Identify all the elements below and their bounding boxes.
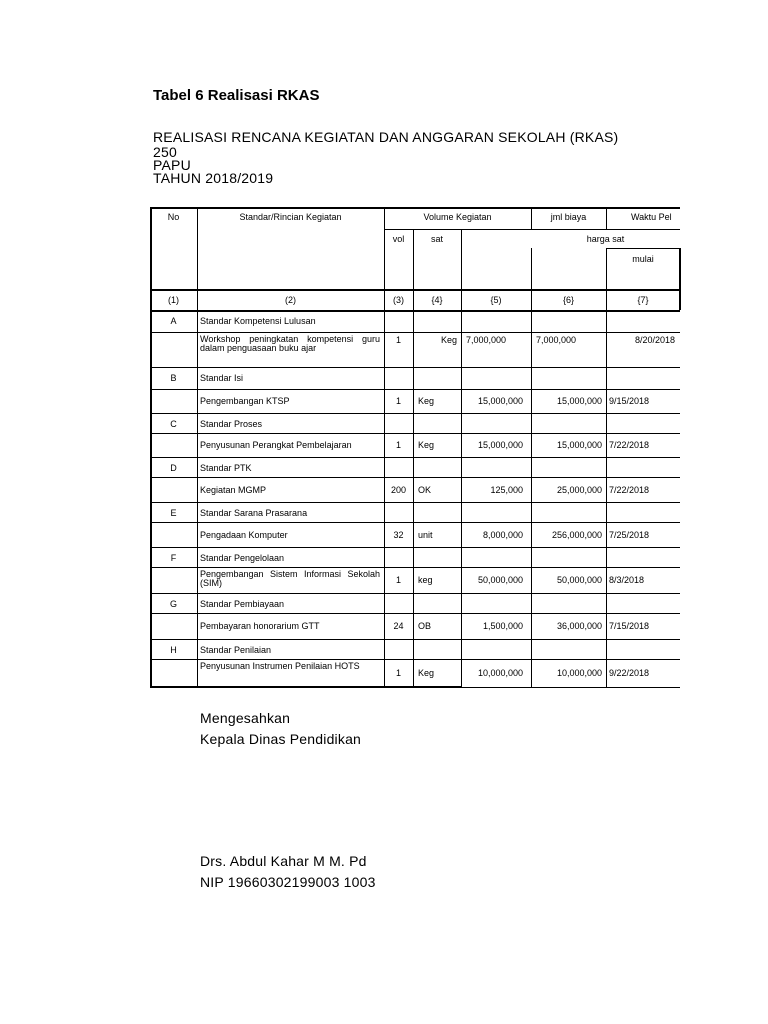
- item-total-cost: 15,000,000: [556, 396, 602, 406]
- item-description: Pembayaran honorarium GTT: [200, 621, 320, 631]
- table-rule: [413, 547, 414, 593]
- item-total-cost: 10,000,000: [556, 668, 602, 678]
- signer-position: Kepala Dinas Pendidikan: [200, 731, 362, 747]
- table-rule: [413, 639, 414, 687]
- table-rule: [531, 502, 532, 547]
- item-start-date: 9/15/2018: [609, 396, 650, 406]
- table-rule: [150, 547, 680, 548]
- section-code: A: [170, 316, 177, 326]
- col-number-3: (3): [393, 295, 404, 305]
- item-unit-price: 125,000: [490, 484, 523, 495]
- table-rule: [150, 457, 680, 458]
- section-name: Standar Pengelolaan: [200, 553, 285, 563]
- table-rule: [150, 310, 680, 312]
- table-rule: [606, 248, 680, 249]
- table-rule: [197, 547, 198, 593]
- item-unit: OK: [418, 484, 432, 495]
- table-rule: [606, 639, 607, 687]
- section-name: Standar Penilaian: [200, 645, 272, 655]
- item-unit: Keg: [440, 335, 457, 345]
- section-name: Standar Isi: [200, 373, 244, 383]
- table-rule: [461, 310, 462, 367]
- item-unit: Keg: [418, 668, 435, 678]
- header-sat: sat: [430, 234, 443, 244]
- item-total-cost: 36,000,000: [556, 621, 602, 631]
- table-rule: [150, 613, 680, 614]
- item-start-date: 9/22/2018: [609, 668, 650, 678]
- table-rule: [384, 639, 385, 687]
- approval-label: Mengesahkan: [200, 710, 291, 726]
- table-rule: [461, 639, 462, 687]
- item-unit-price: 50,000,000: [477, 575, 523, 585]
- item-unit-price: 15,000,000: [477, 440, 523, 450]
- table-rule: [531, 457, 532, 502]
- table-rule: [461, 593, 462, 639]
- table-rule: [150, 413, 680, 414]
- item-volume: 1: [395, 668, 401, 678]
- col-number-6: {6}: [562, 295, 575, 305]
- header-waktu: Waktu Pel: [631, 212, 672, 222]
- table-rule: [461, 502, 462, 547]
- header-mulai: mulai: [632, 254, 654, 264]
- table-rule: [606, 367, 607, 413]
- col-number-2: (2): [285, 295, 296, 305]
- table-rule: [384, 413, 385, 457]
- table-rule: [197, 457, 198, 502]
- item-start-date: 8/3/2018: [609, 575, 645, 585]
- table-rule: [461, 547, 462, 593]
- item-total-cost: 7,000,000: [536, 335, 577, 345]
- section-code: C: [170, 419, 177, 429]
- table-rule: [150, 639, 680, 640]
- table-rule: [531, 310, 532, 367]
- page-title: Tabel 6 Realisasi RKAS: [153, 87, 320, 104]
- table-rule: [384, 593, 385, 639]
- region-name: PAPU: [153, 157, 191, 173]
- table-rule: [150, 389, 680, 390]
- item-unit-price: 7,000,000: [466, 335, 507, 345]
- item-total-cost: 15,000,000: [556, 440, 602, 450]
- header-volume: Volume Kegiatan: [423, 212, 492, 222]
- table-rule: [606, 547, 607, 593]
- table-rule: [150, 207, 680, 209]
- header-no: No: [167, 212, 180, 222]
- item-unit: Keg: [418, 396, 435, 406]
- table-rule: [384, 457, 385, 502]
- section-name: Standar Proses: [200, 419, 263, 429]
- item-unit-price: 8,000,000: [482, 529, 523, 540]
- table-rule: [197, 593, 198, 639]
- item-description: Workshop peningkatan kompetensi guru dalam penguasaan buku ajar: [200, 334, 380, 353]
- table-rule: [413, 413, 414, 457]
- section-code: B: [170, 373, 177, 383]
- item-description: Pengembangan KTSP: [200, 396, 290, 406]
- table-rule: [150, 686, 461, 688]
- signer-name: Drs. Abdul Kahar M M. Pd: [200, 853, 367, 869]
- item-unit: unit: [418, 529, 433, 540]
- section-code: H: [170, 645, 177, 655]
- table-rule: [461, 687, 680, 688]
- item-start-date: 8/20/2018: [634, 335, 675, 345]
- table-rule: [150, 593, 680, 594]
- table-rule: [197, 367, 198, 413]
- table-rule: [413, 502, 414, 547]
- item-volume: 1: [395, 575, 401, 585]
- item-total-cost: 50,000,000: [556, 575, 602, 585]
- table-rule: [606, 593, 607, 639]
- item-unit-price: 15,000,000: [477, 396, 523, 406]
- table-rule: [384, 229, 680, 230]
- item-total-cost: 25,000,000: [556, 484, 602, 495]
- item-unit: Keg: [418, 440, 435, 450]
- section-code: F: [170, 553, 177, 563]
- col-number-1: (1): [168, 295, 179, 305]
- header-jml-biaya: jml biaya: [550, 212, 587, 222]
- table-rule: [461, 367, 462, 413]
- fiscal-year: TAHUN 2018/2019: [153, 170, 274, 186]
- item-description: Pengadaan Komputer: [200, 529, 288, 540]
- table-rule: [150, 332, 680, 333]
- section-name: Standar Sarana Prasarana: [200, 508, 308, 518]
- item-start-date: 7/25/2018: [609, 529, 650, 540]
- section-name: Standar Pembiayaan: [200, 599, 285, 609]
- table-rule: [150, 207, 152, 688]
- table-rule: [606, 413, 607, 457]
- table-rule: [413, 457, 414, 502]
- table-rule: [384, 367, 385, 413]
- item-volume: 32: [393, 529, 404, 540]
- section-code: E: [170, 508, 177, 518]
- table-rule: [413, 593, 414, 639]
- item-description: Penyusunan Perangkat Pembelajaran: [200, 440, 352, 450]
- item-volume: 1: [395, 396, 401, 406]
- table-rule: [461, 413, 462, 457]
- item-total-cost: 256,000,000: [551, 529, 602, 540]
- table-rule: [461, 457, 462, 502]
- section-code: G: [169, 599, 177, 609]
- signer-nip: NIP 19660302199003 1003: [200, 874, 376, 890]
- item-volume: 1: [395, 335, 401, 345]
- section-name: Standar Kompetensi Lulusan: [200, 316, 316, 326]
- table-rule: [150, 477, 680, 478]
- table-rule: [413, 367, 414, 413]
- item-unit-price: 1,500,000: [482, 621, 523, 631]
- table-rule: [384, 502, 385, 547]
- table-rule: [150, 659, 680, 660]
- table-rule: [150, 367, 680, 368]
- table-rule: [150, 289, 680, 291]
- school-number: 250: [153, 144, 177, 160]
- item-unit-price: 10,000,000: [477, 668, 523, 678]
- table-rule: [197, 413, 198, 457]
- table-rule: [150, 522, 680, 523]
- table-rule: [606, 502, 607, 547]
- table-rule: [531, 413, 532, 457]
- col-number-5: {5): [490, 295, 502, 305]
- table-rule: [197, 310, 198, 367]
- table-rule: [606, 457, 607, 502]
- table-rule: [384, 547, 385, 593]
- item-unit: keg: [418, 575, 433, 585]
- item-description: Kegiatan MGMP: [200, 484, 267, 495]
- table-rule: [197, 639, 198, 687]
- item-description: Pengembangan Sistem Informasi Sekolah (SIM): [200, 569, 380, 588]
- item-start-date: 7/22/2018: [609, 484, 650, 495]
- table-rule: [531, 367, 532, 413]
- table-rule: [531, 547, 532, 593]
- table-rule: [531, 593, 532, 639]
- table-rule: [150, 567, 680, 568]
- col-number-4: {4}: [431, 295, 443, 305]
- item-start-date: 7/22/2018: [609, 440, 650, 450]
- document-heading: REALISASI RENCANA KEGIATAN DAN ANGGARAN SEKOLAH (RKAS): [153, 129, 619, 145]
- item-volume: 200: [390, 484, 407, 495]
- item-volume: 1: [395, 440, 401, 450]
- table-rule: [150, 502, 680, 503]
- header-harga-sat: harga sat: [586, 234, 625, 244]
- table-rule: [606, 207, 607, 229]
- table-rule: [150, 433, 680, 434]
- section-code: D: [170, 463, 177, 473]
- item-unit: OB: [418, 621, 432, 631]
- table-rule: [197, 502, 198, 547]
- header-vol: vol: [392, 234, 405, 244]
- item-volume: 24: [393, 621, 404, 631]
- table-rule: [531, 639, 532, 687]
- section-name: Standar PTK: [200, 463, 252, 473]
- col-number-7: {7}: [637, 295, 649, 305]
- header-standard: Standar/Rincian Kegiatan: [239, 212, 342, 222]
- item-description: Penyusunan Instrumen Penilaian HOTS: [200, 661, 360, 671]
- item-start-date: 7/15/2018: [609, 621, 650, 631]
